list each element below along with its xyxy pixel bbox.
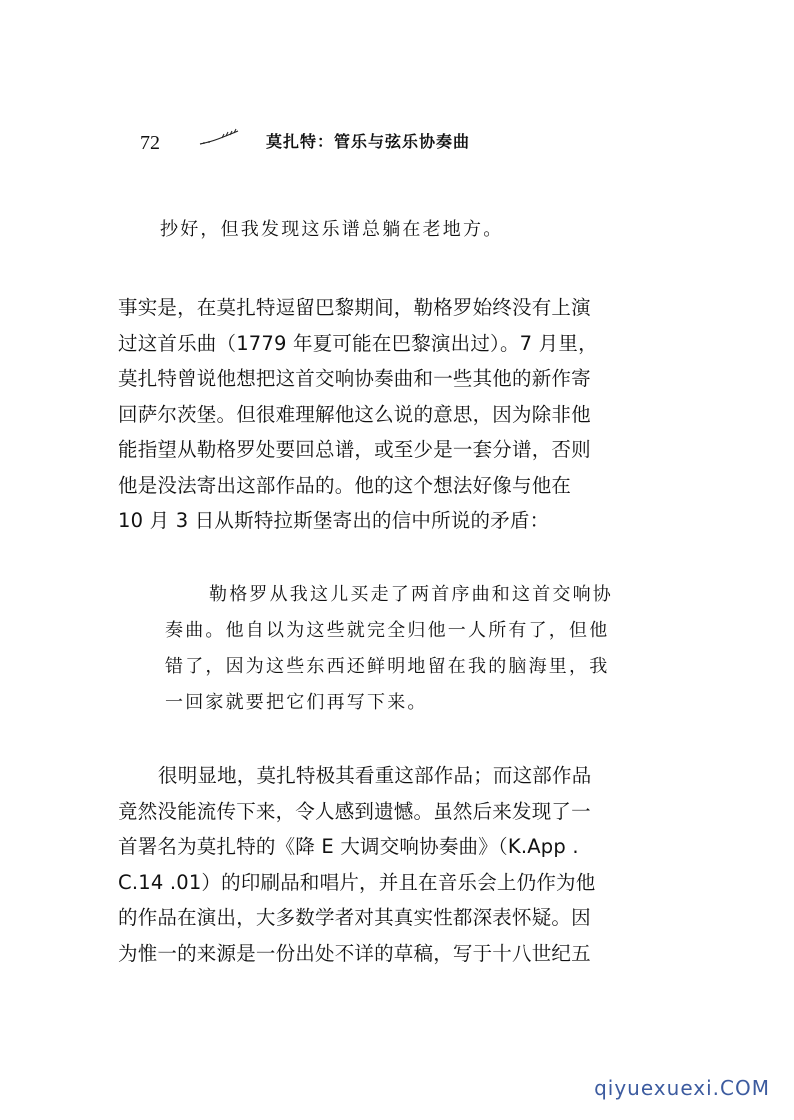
quote-line: 勒格罗从我这儿买走了两首序曲和这首交响协 — [209, 584, 613, 605]
page-number: 72 — [140, 132, 160, 154]
quote-line: 错了，因为这些东西还鲜明地留在我的脑海里，我 — [165, 656, 610, 677]
paragraph-line: 10 月 3 日从斯特拉斯堡寄出的信中所说的矛盾： — [118, 509, 550, 532]
paragraph-line: 能指望从勒格罗处要回总谱，或至少是一套分谱，否则 — [118, 438, 591, 461]
running-title: 莫扎特：管乐与弦乐协奏曲 — [266, 132, 471, 151]
paragraph-line: 首署名为莫扎特的《降 E 大调交响协奏曲》（K.App . — [118, 835, 579, 858]
flourish-ornament-icon — [198, 128, 242, 148]
paragraph-line: 很明显地，莫扎特极其看重这部作品；而这部作品 — [158, 764, 592, 787]
quote-line: 奏曲。他自以为这些就完全归他一人所有了，但他 — [165, 620, 610, 641]
paragraph-line: 竟然没能流传下来，令人感到遗憾。虽然后来发现了一 — [118, 799, 591, 823]
paragraph-line: 过这首乐曲（1779 年夏可能在巴黎演出过）。7 月里， — [118, 331, 598, 355]
paragraph-line: 他是没法寄出这部作品的。他的这个想法好像与他在 — [118, 473, 572, 497]
quote-line: 抄好，但我发现这乐谱总躺在老地方。 — [160, 219, 504, 240]
paragraph-line: 回萨尔茨堡。但很难理解他这么说的意思，因为除非他 — [118, 402, 591, 426]
quote-mid — [165, 577, 675, 721]
quote-top — [160, 212, 680, 248]
paragraph-line: 为惟一的来源是一份出处不详的草稿，写于十八世纪五 — [118, 941, 591, 965]
paragraph-2 — [118, 758, 674, 971]
paragraph-line: 的作品在演出，大多数学者对其真实性都深表怀疑。因 — [118, 906, 591, 929]
paragraph-line: 莫扎特曾说他想把这首交响协奏曲和一些其他的新作寄 — [118, 367, 591, 390]
quote-line: 一回家就要把它们再写下来。 — [165, 692, 428, 713]
paragraph-line: 事实是，在莫扎特逗留巴黎期间，勒格罗始终没有上演 — [118, 296, 591, 319]
site-watermark: qiyuexuexi.COM — [594, 1076, 770, 1100]
paragraph-1 — [118, 290, 674, 539]
paragraph-line: C.14 .01）的印刷品和唱片，并且在音乐会上仍作为他 — [118, 870, 596, 894]
